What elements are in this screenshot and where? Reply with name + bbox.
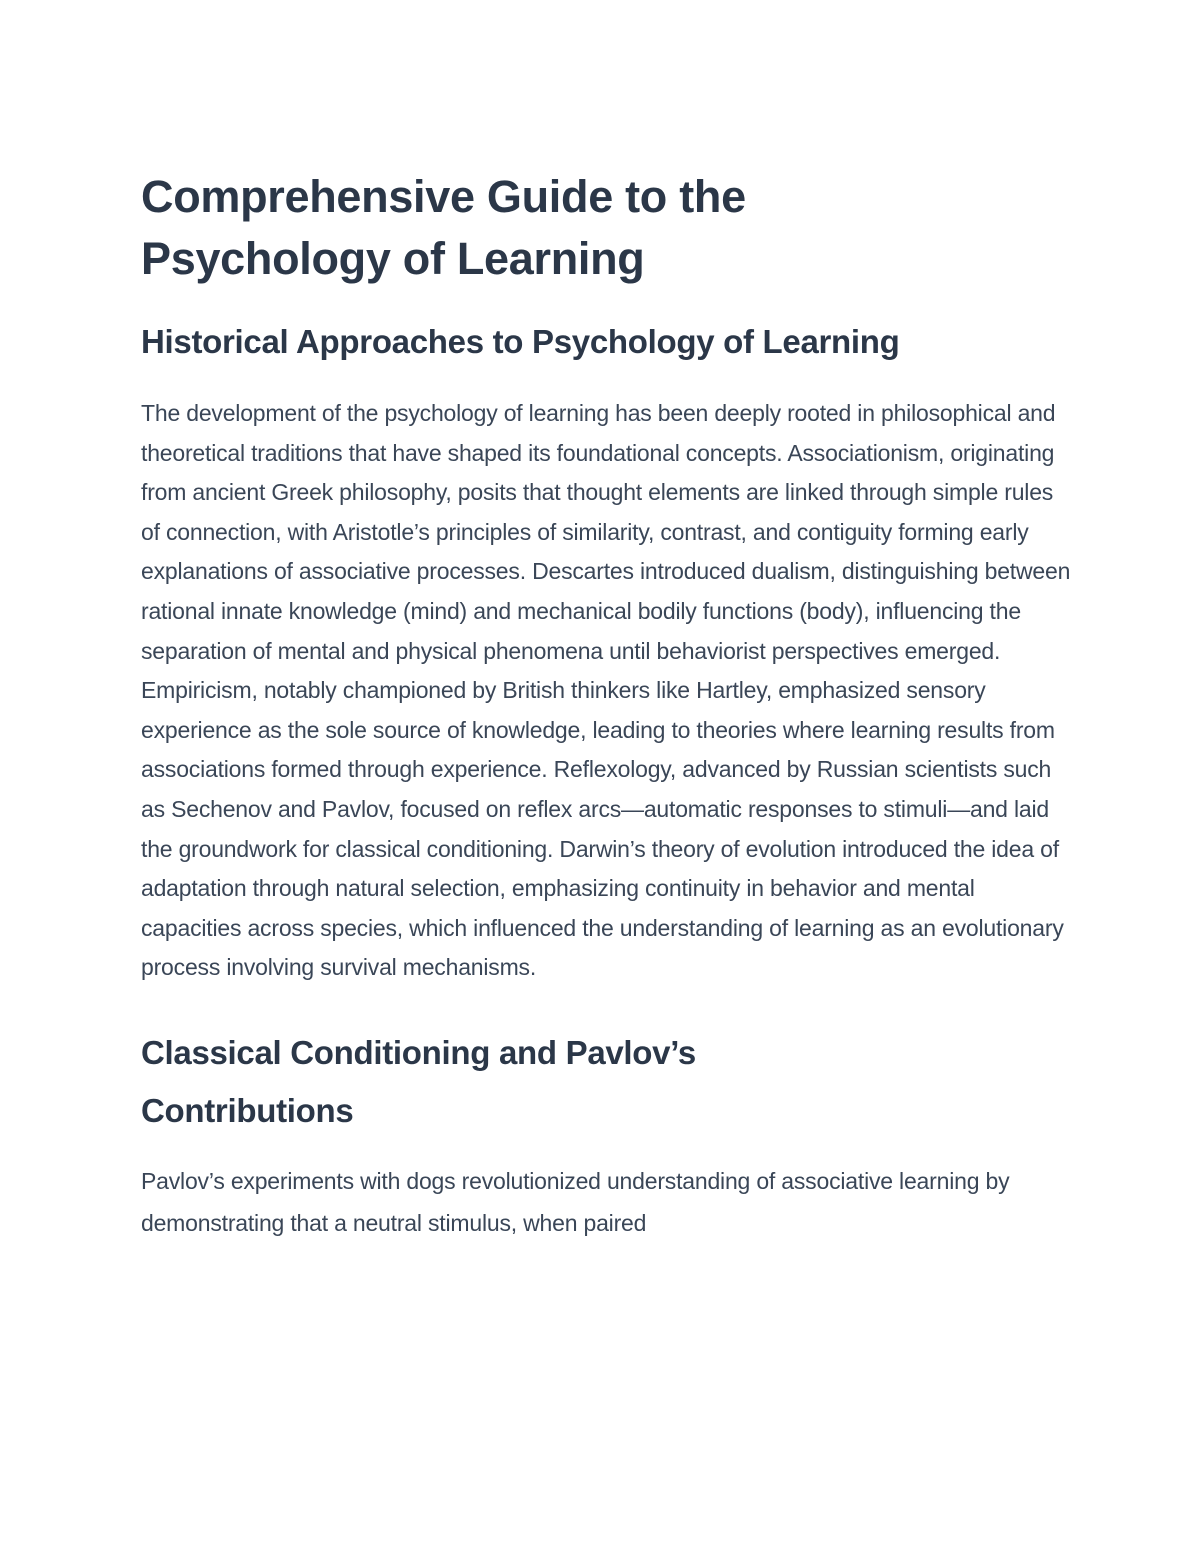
document-page: [141, 166, 1071, 1244]
section-heading-historical: Historical Approaches to Psychology of Learning: [141, 323, 900, 360]
section-body-historical: The development of the psychology of learning has been deeply rooted in philosophical and theoretical traditions that have shaped its foundational concepts. Associationism, originating from ancient Greek philosophy, posits that thought elements are linked through simple rules of connection, with Aristotle’s principles of similarity, contrast, and contiguity forming early explanations of associative processes. Descartes introduced dualism, distinguishing between rational innate knowledge (mind) and mechanical bodily functions (body), influencing the separation of mental and physical phenomena until behaviorist perspectives emerged. Empiricism, notably championed by British thinkers like Hartley, emphasized sensory experience as the sole source of knowledge, leading to theories where learning results from associations formed through experience. Reflexology, advanced by Russian scientists such as Sechenov and Pavlov, focused on reflex arcs—automatic responses to stimuli—and laid the groundwork for classical conditioning. Darwin’s theory of evolution introduced the idea of adaptation through natural selection, emphasizing continuity in behavior and mental capacities across species, which influenced the understanding of learning as an evolutionary process involving survival mechanisms.: [141, 400, 1071, 981]
section-heading-classical-conditioning: Classical Conditioning and Pavlov’s Contributions: [141, 1033, 696, 1129]
document-title: Comprehensive Guide to the Psychology of Learning: [141, 171, 746, 284]
section-body-classical-conditioning: Pavlov’s experiments with dogs revolutionized understanding of associative learning by demonstrating that a neutral stimulus, when paired: [141, 1167, 1010, 1236]
